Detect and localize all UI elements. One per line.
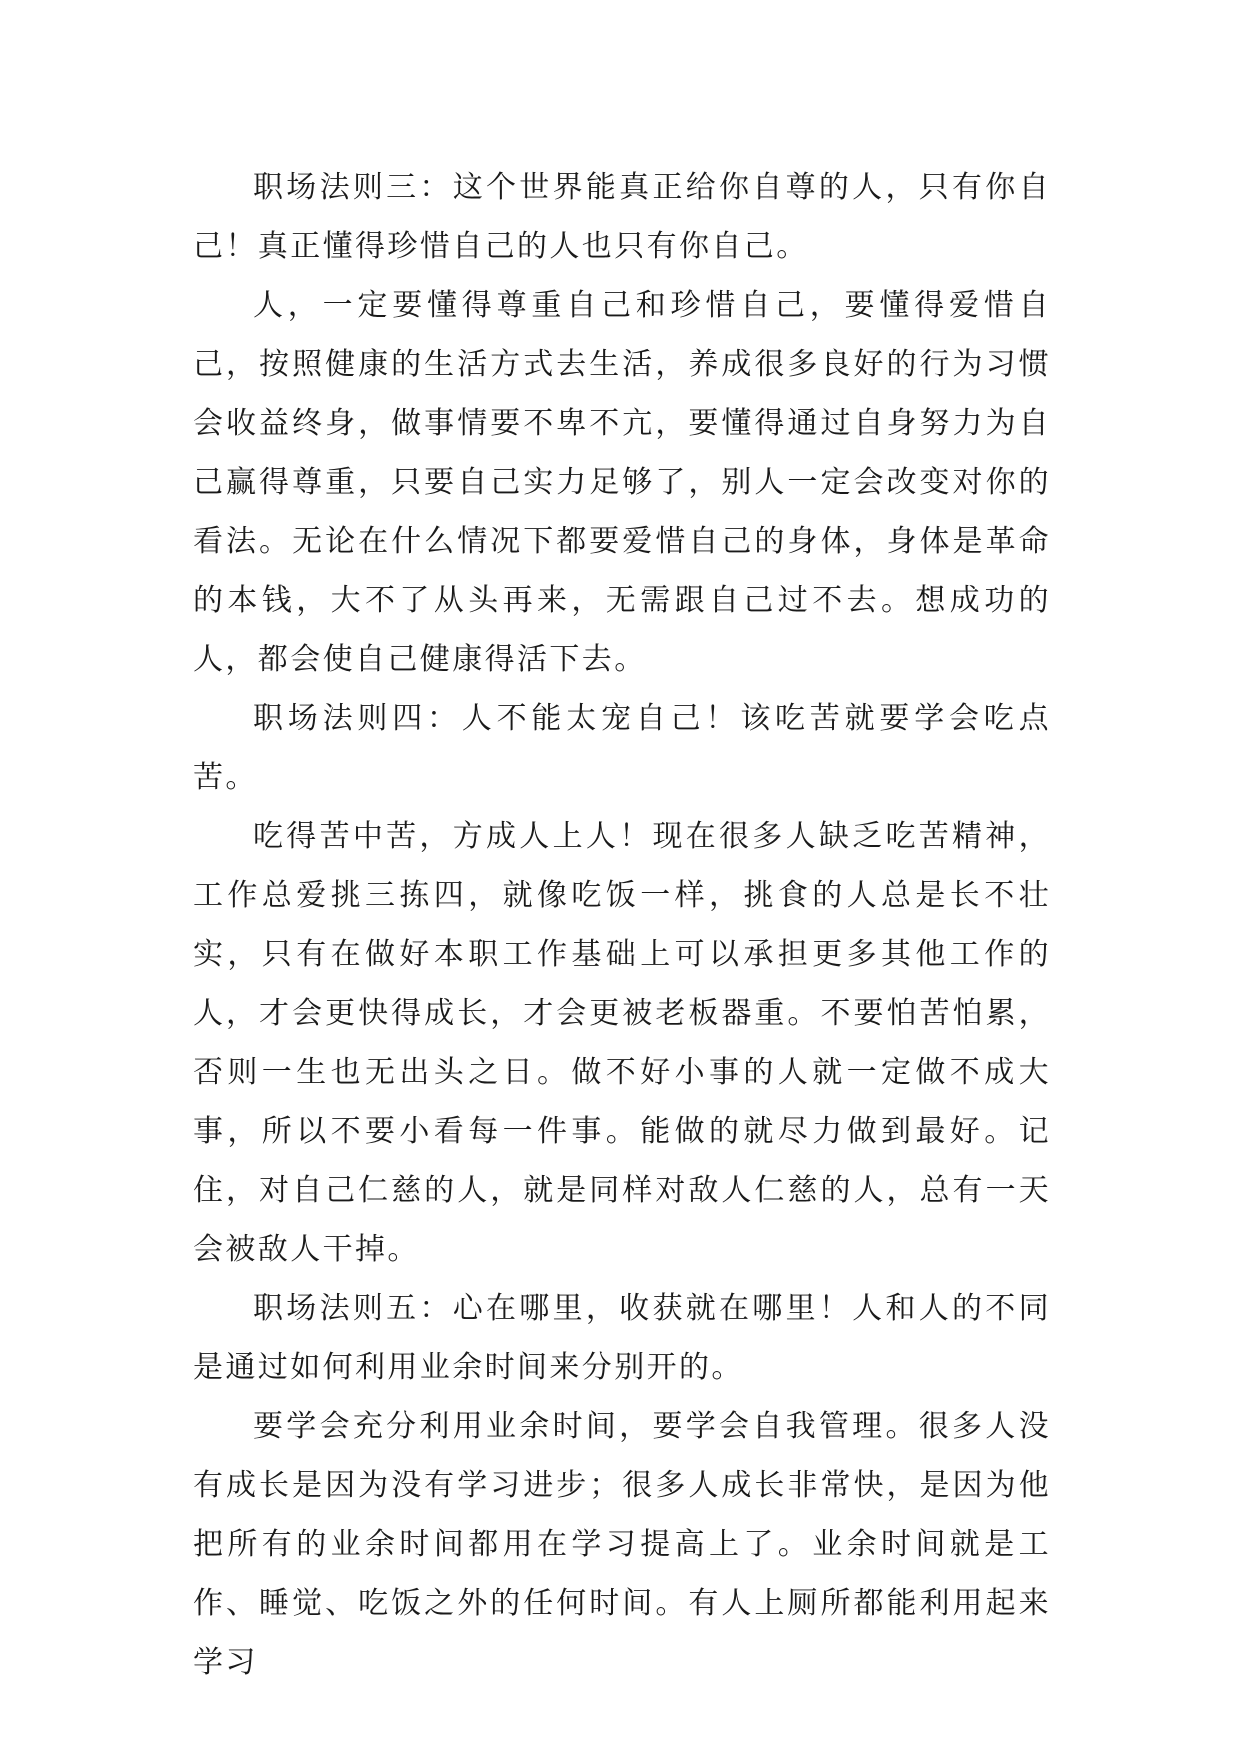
paragraph-rule-three-body: 人，一定要懂得尊重自己和珍惜自己，要懂得爱惜自己，按照健康的生活方式去生活，养成很多良好的行为习惯会收益终身，做事情要不卑不亢，要懂得通过自身努力为自己赢得尊重，只要自己实力足够了，别人一定会改变对你的看法。无论在什么情况下都要爱惜自己的身体，身体是革命的本钱，大不了从头再来，无需跟自己过不去。想成功的人，都会使自己健康得活下去。 (193, 288, 1051, 677)
paragraph-rule-five-body: 要学会充分利用业余时间，要学会自我管理。很多人没有成长是因为没有学习进步；很多人成长非常快，是因为他把所有的业余时间都用在学习提高上了。业余时间就是工作、睡觉、吃饭之外的任何时间。有人上厕所都能利用起来学习 (193, 1409, 1051, 1680)
document-body (193, 158, 1051, 1692)
paragraph-rule-five-heading: 职场法则五：心在哪里，收获就在哪里！人和人的不同是通过如何利用业余时间来分别开的。 (193, 1291, 1051, 1385)
paragraph-rule-four-heading: 职场法则四：人不能太宠自己！该吃苦就要学会吃点苦。 (193, 701, 1051, 795)
paragraph-rule-three-heading: 职场法则三：这个世界能真正给你自尊的人，只有你自己！真正懂得珍惜自己的人也只有你自己。 (193, 170, 1051, 264)
paragraph-rule-four-body: 吃得苦中苦，方成人上人！现在很多人缺乏吃苦精神，工作总爱挑三拣四，就像吃饭一样，挑食的人总是长不壮实，只有在做好本职工作基础上可以承担更多其他工作的人，才会更快得成长，才会更被老板器重。不要怕苦怕累，否则一生也无出头之日。做不好小事的人就一定做不成大事，所以不要小看每一件事。能做的就尽力做到最好。记住，对自己仁慈的人，就是同样对敌人仁慈的人，总有一天会被敌人干掉。 (193, 819, 1051, 1267)
